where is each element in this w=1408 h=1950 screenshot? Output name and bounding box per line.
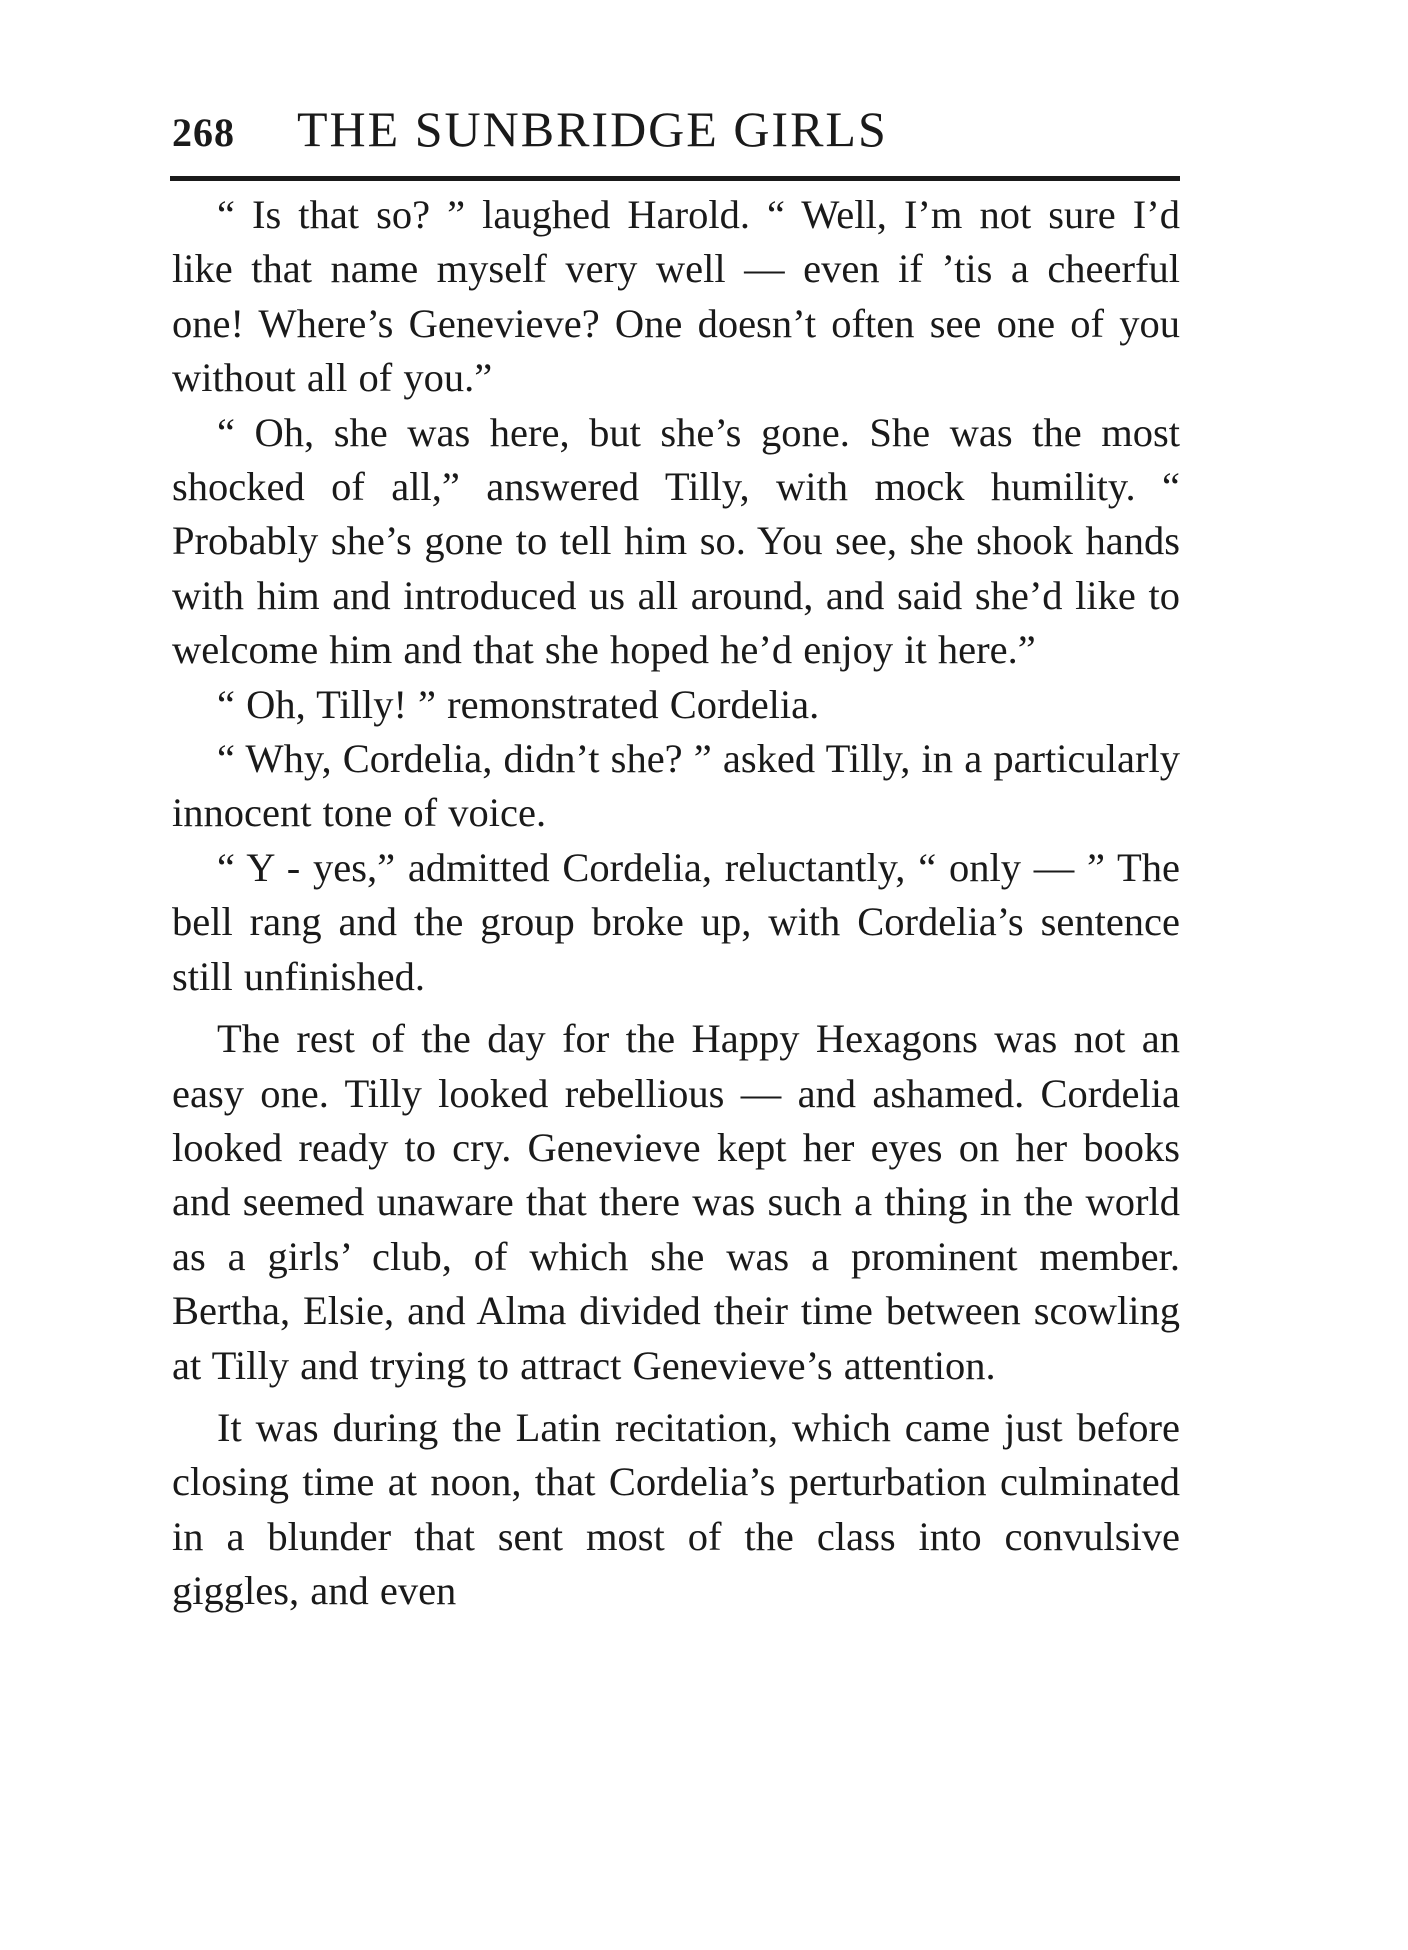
paragraph: “ Y - yes,” admitted Cordelia, reluctantly, “ only — ” The bell rang and the group broke up, with Cordelia’s sentence still unfinished. bbox=[172, 844, 1180, 999]
running-head bbox=[172, 100, 1180, 162]
paragraph: “ Is that so? ” laughed Harold. “ Well, I’m not sure I’d like that name myself very well — even if ’tis a cheerful one! Where’s Genevieve? One doesn’t often see one of you without all of you.” bbox=[172, 192, 1180, 401]
paragraph: It was during the Latin recitation, which came just before closing time at noon, that Cordelia’s perturbation culminated in a blunder that sent most of the class into convulsive giggles, and even bbox=[172, 1404, 1180, 1614]
body-text bbox=[172, 188, 1180, 1619]
paragraph: The rest of the day for the Happy Hexagons was not an easy one. Tilly looked rebellious — and ashamed. Cordelia looked ready to cry. Genevieve kept her eyes on her books and seemed unaware that there was such a thing in the world as a girls’ club, of which she was a prominent member. Bertha, Elsie, and Alma divided their time between scowling at Tilly and trying to attract Genevieve’s attention. bbox=[172, 1016, 1180, 1388]
page-number: 268 bbox=[172, 110, 235, 155]
header-rule bbox=[170, 176, 1180, 181]
paragraph: “ Oh, she was here, but she’s gone. She was the most shocked of all,” answered Tilly, with mock humility. “ Probably she’s gone to tell him so. You see, she shook hands with him and introduced us all around, and said she’d like to welcome him and that she hoped he’d enjoy it here.” bbox=[172, 409, 1180, 673]
book-title: THE SUNBRIDGE GIRLS bbox=[297, 101, 888, 157]
paragraph: “ Why, Cordelia, didn’t she? ” asked Tilly, in a particularly innocent tone of voice. bbox=[172, 736, 1180, 836]
paragraph: “ Oh, Tilly! ” remonstrated Cordelia. bbox=[217, 681, 820, 727]
